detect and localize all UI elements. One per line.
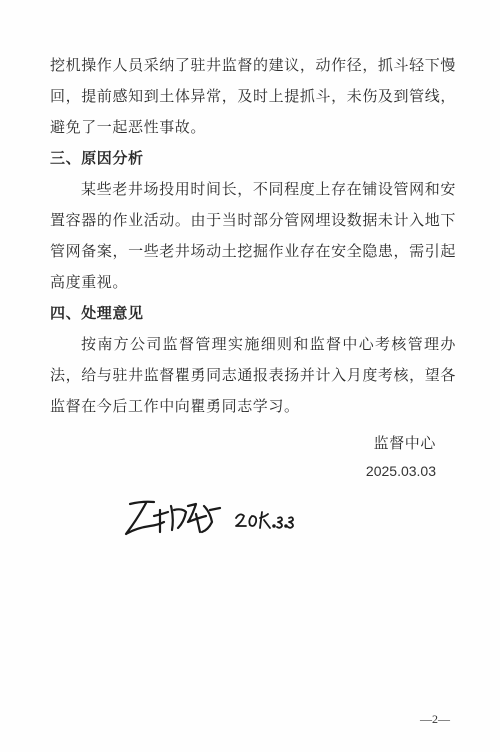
intro-paragraph: 挖机操作人员采纳了驻井监督的建议，动作径，抓斗轻下慢回，提前感知到土体异常，及时上提抓斗，未伤及到管线，避免了一起恶性事故。 [50,56,456,136]
issue-date: 2025.03.03 [365,463,436,479]
section-heading-cause-analysis: 三、原因分析 [50,149,144,167]
section-heading-handling-opinion: 四、处理意见 [50,304,144,322]
section-text-handling-opinion: 按南方公司监督管理实施细则和监督中心考核管理办法，给与驻井监督瞿勇同志通报表扬并计入月度考核，望各监督在今后工作中向瞿勇同志学习。 [50,335,456,415]
issuing-organization: 监督中心 [373,434,436,452]
handwritten-signature [116,492,296,542]
section-text-cause-analysis: 某些老井场投用时间长，不同程度上存在铺设管网和安置容器的作业活动。由于当时部分管网埋设数据未计入地下管网备案，一些老井场动土挖掘作业存在安全隐患，需引起高度重视。 [50,180,456,291]
page-number: —2— [420,712,450,726]
